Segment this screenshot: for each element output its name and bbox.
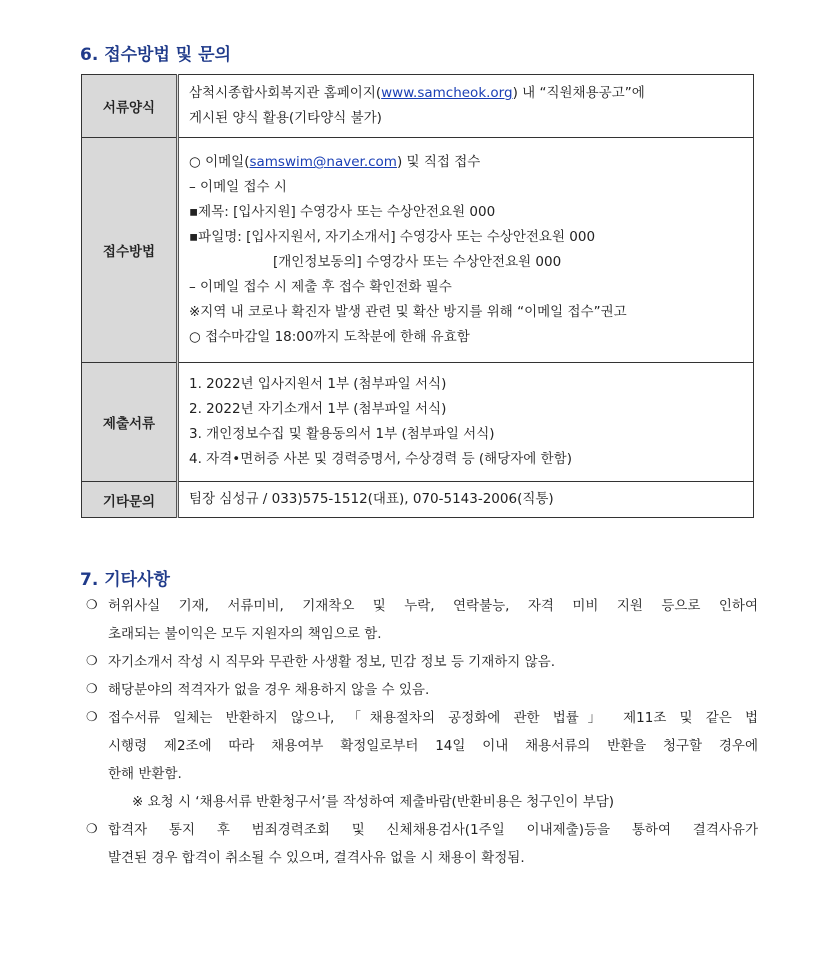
submit-item: 3. 개인정보수집 및 활용동의서 1부 (첨부파일 서식) (189, 426, 495, 442)
row-header-docs-form: 서류양식 (82, 75, 178, 138)
circle-bullet-icon: ❍ (86, 682, 98, 697)
contact-text: 팀장 심성규 / 033)575-1512(대표), 070-5143-2006(직통) (189, 491, 554, 507)
method-text-post: ) 및 직접 접수 (396, 154, 481, 170)
note-line: 발견된 경우 합격이 취소될 수 있으며, 결격사유 없을 시 채용이 확정됨. (108, 850, 525, 866)
row-header-contact: 기타문의 (82, 482, 178, 518)
note-line: 합격자 통지 후 범죄경력조회 및 신체채용검사(1주일 이내제출)등을 통하여 결격사유가 (108, 822, 758, 838)
row-submit (82, 363, 754, 482)
application-info-table (81, 74, 754, 518)
method-line-5: [개인정보동의] 수영강사 또는 수상안전요원 000 (273, 254, 562, 270)
email-link[interactable]: samswim@naver.com (249, 154, 397, 170)
return-request-note: ※ 요청 시 ‘채용서류 반환청구서’를 작성하여 제출바람(반환비용은 청구인이 부담) (132, 794, 615, 810)
row-header-method: 접수방법 (82, 138, 178, 363)
row-docs-form (82, 75, 754, 138)
section-7-title: 7. 기타사항 (80, 570, 170, 590)
method-line-7: ※지역 내 코로나 확진자 발생 관련 및 확산 방지를 위해 “이메일 접수”권고 (189, 304, 627, 320)
method-line-email (189, 150, 743, 175)
row-header-submit: 제출서류 (82, 363, 178, 482)
method-text: ○ 이메일( (189, 154, 250, 170)
row-method (82, 138, 754, 363)
note-line: 한해 반환함. (108, 766, 182, 782)
submit-item: 1. 2022년 입사지원서 1부 (첨부파일 서식) (189, 376, 447, 392)
note-line: 해당분야의 적격자가 없을 경우 채용하지 않을 수 있음. (108, 682, 430, 698)
row-body-method (178, 138, 754, 363)
method-line-4: ▪파일명: [입사지원서, 자기소개서] 수영강사 또는 수상안전요원 000 (189, 229, 596, 245)
list-item (86, 816, 758, 872)
row-body-docs-form (178, 75, 754, 138)
list-item (86, 648, 758, 676)
section-6-title: 6. 접수방법 및 문의 (80, 45, 231, 65)
note-line: 허위사실 기재, 서류미비, 기재착오 및 누락, 연락불능, 자격 미비 지원 등으로 인하여 (108, 598, 758, 614)
docs-form-text-post: ) 내 “직원채용공고”에 (512, 85, 645, 101)
note-line: 시행령 제2조에 따라 채용여부 확정일로부터 14일 이내 채용서류의 반환을 청구할 경우에 (108, 738, 758, 754)
note-line: 접수서류 일체는 반환하지 않으나, 「채용절차의 공정화에 관한 법률」 제11조 및 같은 법 (108, 710, 758, 726)
row-contact (82, 482, 754, 518)
docs-form-text: 삼척시종합사회복지관 홈페이지( (189, 85, 382, 101)
circle-bullet-icon: ❍ (86, 822, 98, 837)
method-line-6: – 이메일 접수 시 제출 후 접수 확인전화 필수 (189, 279, 452, 295)
docs-form-line-1 (189, 81, 743, 106)
submit-item: 2. 2022년 자기소개서 1부 (첨부파일 서식) (189, 401, 447, 417)
note-line: 초래되는 불이익은 모두 지원자의 책임으로 함. (108, 626, 382, 642)
method-line-3: ▪제목: [입사지원] 수영강사 또는 수상안전요원 000 (189, 204, 496, 220)
circle-bullet-icon: ❍ (86, 710, 98, 725)
list-item (86, 676, 758, 704)
list-item (86, 592, 758, 648)
other-notes-list (86, 592, 758, 872)
method-line-2: – 이메일 접수 시 (189, 179, 287, 195)
submit-item: 4. 자격•면허증 사본 및 경력증명서, 수상경력 등 (해당자에 한함) (189, 451, 572, 467)
row-body-contact (178, 482, 754, 518)
homepage-link[interactable]: www.samcheok.org (381, 85, 513, 101)
circle-bullet-icon: ❍ (86, 598, 98, 613)
row-body-submit (178, 363, 754, 482)
circle-bullet-icon: ❍ (86, 654, 98, 669)
method-line-8: ○ 접수마감일 18:00까지 도착분에 한해 유효함 (189, 329, 470, 345)
docs-form-line-2: 게시된 양식 활용(기타양식 불가) (189, 110, 382, 126)
list-item (86, 704, 758, 816)
note-line: 자기소개서 작성 시 직무와 무관한 사생활 정보, 민감 정보 등 기재하지 않음. (108, 654, 556, 670)
